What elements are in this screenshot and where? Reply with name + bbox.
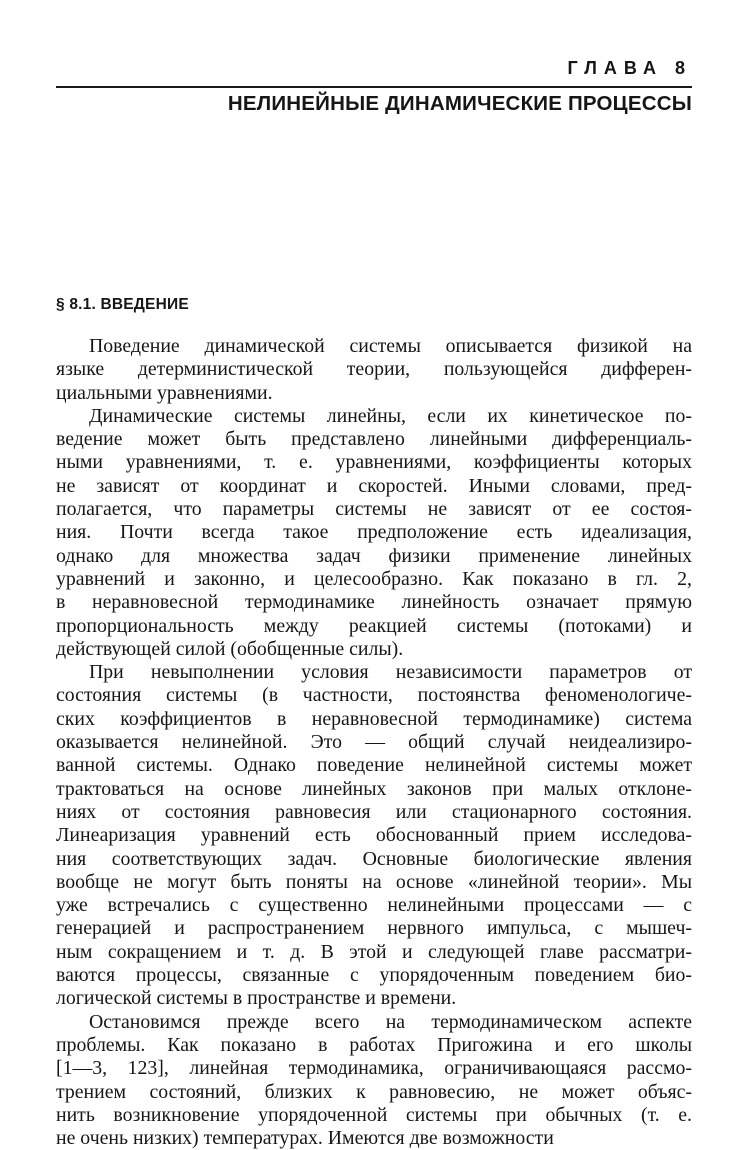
text-line: Линеаризация уравнений есть обоснованный прием исследова-: [56, 824, 692, 847]
text-line: ными уравнениями, т. е. уравнениями, коэффициенты которых: [56, 451, 692, 474]
text-line: однако для множества задач физики применение линейных: [56, 544, 692, 567]
text-line: ния. Почти всегда такое предположение есть идеализация,: [56, 521, 692, 544]
text-line: [1—3, 123], линейная термодинамика, ограничивающаяся рассмо-: [56, 1057, 692, 1080]
text-line: не очень низких) температурах. Имеются две возможности: [56, 1127, 554, 1150]
text-line: ным сокращением и т. д. В этой и следующей главе рассматри-: [56, 940, 692, 963]
text-line: Поведение динамической системы описывается физикой на: [89, 335, 692, 357]
text-line: нить возникновение упорядоченной системы при обычных (т. е.: [56, 1103, 692, 1126]
paragraph: [56, 1011, 692, 1150]
text-line: уравнений и законно, и целесообразно. Как показано в гл. 2,: [56, 567, 692, 590]
text-line: ниях от состояния равновесия или стационарного состояния.: [56, 800, 692, 823]
text-line: полагается, что параметры системы не зависят от ее состоя-: [56, 498, 692, 521]
paragraph: [56, 661, 692, 1010]
text-line: не зависят от координат и скоростей. Иными словами, пред-: [56, 474, 692, 497]
text-line: трением состояний, близких к равновесию, не может объяс-: [56, 1080, 692, 1103]
text-line: ских коэффициентов в неравновесной термодинамике) система: [56, 707, 692, 730]
text-line: ванной системы. Однако поведение нелинейной системы может: [56, 754, 692, 777]
text-line: логической системы в пространстве и времени.: [56, 987, 457, 1010]
text-line: уже встречались с существенно нелинейными процессами — с: [56, 894, 692, 917]
text-line: генерацией и распространением нервного импульса, с мышеч-: [56, 917, 692, 940]
text-line: проблемы. Как показано в работах Пригожина и его школы: [56, 1033, 692, 1056]
body-text: [56, 335, 692, 1150]
text-line: в неравновесной термодинамике линейность означает прямую: [56, 591, 692, 614]
text-line: ния соответствующих задач. Основные биологические явления: [56, 847, 692, 870]
text-line: циальными уравнениями.: [56, 381, 273, 404]
text-line: действующей силой (обобщенные силы).: [56, 637, 404, 660]
chapter-label: ГЛАВА 8: [567, 58, 692, 78]
paragraph: [56, 335, 692, 405]
text-line: Динамические системы линейны, если их кинетическое по-: [89, 404, 692, 427]
text-line: При невыполнении условия независимости параметров от: [89, 661, 692, 684]
text-line: вообще не могут быть поняты на основе «линейной теории». Мы: [56, 870, 692, 893]
text-line: Остановимся прежде всего на термодинамическом аспекте: [89, 1010, 692, 1033]
chapter-title: НЕЛИНЕЙНЫЕ ДИНАМИЧЕСКИЕ ПРОЦЕССЫ: [227, 92, 692, 115]
text-line: состояния системы (в частности, постоянства феноменологиче-: [56, 684, 692, 707]
section-heading: § 8.1. ВВЕДЕНИЕ: [56, 296, 189, 313]
paragraph: [56, 405, 692, 661]
text-line: ваются процессы, связанные с упорядоченным поведением био-: [56, 964, 692, 987]
text-line: пропорциональность между реакцией системы (потоками) и: [56, 614, 692, 637]
text-line: ведение может быть представлено линейными дифференциаль-: [56, 428, 692, 451]
text-line: языке детерминистической теории, пользующейся дифферен-: [56, 358, 692, 381]
header-rule: [56, 86, 692, 88]
text-line: трактоваться на основе линейных законов при малых отклоне-: [56, 777, 692, 800]
text-line: оказывается нелинейной. Это — общий случай неидеализиро-: [56, 731, 692, 754]
